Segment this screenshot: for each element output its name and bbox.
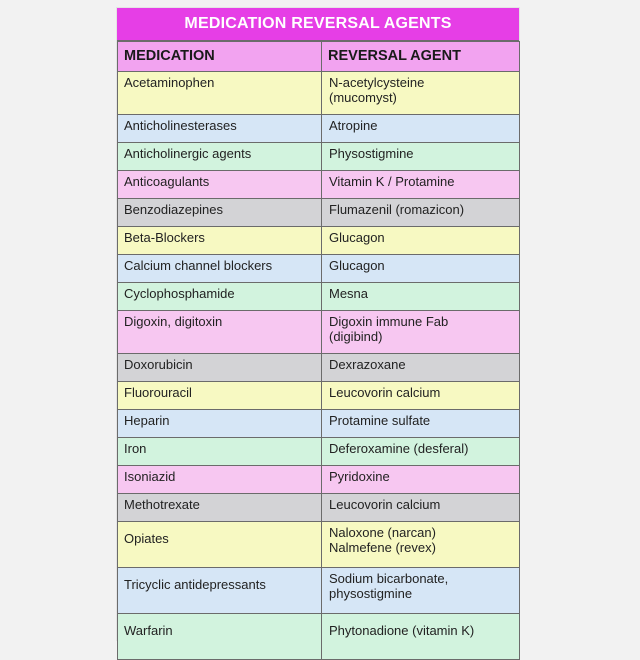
medication-cell: Anticholinesterases <box>118 115 322 143</box>
medication-cell: Tricyclic antidepressants <box>118 568 322 614</box>
reversal-line: Sodium bicarbonate, physostigmine <box>329 571 449 601</box>
medication-cell: Iron <box>118 438 322 466</box>
reversal-agent-cell: Deferoxamine (desferal) <box>322 438 520 466</box>
medication-cell: Cyclophosphamide <box>118 283 322 311</box>
reversal-agent-cell <box>322 311 520 354</box>
medication-cell: Acetaminophen <box>118 72 322 115</box>
reversal-agent-cell: Mesna <box>322 283 520 311</box>
reversal-agent-cell <box>322 522 520 568</box>
table-row <box>118 171 520 199</box>
reversal-agent-cell: Glucagon <box>322 227 520 255</box>
table-row <box>118 199 520 227</box>
reversal-agent-cell: Dexrazoxane <box>322 354 520 382</box>
reversal-agent-cell: Glucagon <box>322 255 520 283</box>
table-row <box>118 227 520 255</box>
table-row <box>118 143 520 171</box>
header-medication: MEDICATION <box>118 42 322 72</box>
table-row <box>118 311 520 354</box>
reversal-agent-cell: Phytonadione (vitamin K) <box>322 614 520 660</box>
table-row <box>118 72 520 115</box>
table-row <box>118 494 520 522</box>
table-row <box>118 115 520 143</box>
medication-cell: Benzodiazepines <box>118 199 322 227</box>
medication-cell: Methotrexate <box>118 494 322 522</box>
table-row <box>118 568 520 614</box>
medication-cell: Doxorubicin <box>118 354 322 382</box>
table-row <box>118 438 520 466</box>
medication-cell: Heparin <box>118 410 322 438</box>
reversal-line: Naloxone (narcan) Nalmefene (revex) <box>329 525 436 555</box>
medication-cell: Warfarin <box>118 614 322 660</box>
table-row <box>118 283 520 311</box>
medication-cell: Isoniazid <box>118 466 322 494</box>
reversal-agent-cell: Atropine <box>322 115 520 143</box>
medication-cell: Fluorouracil <box>118 382 322 410</box>
table-title: MEDICATION REVERSAL AGENTS <box>117 8 519 41</box>
table-row <box>118 614 520 660</box>
reversal-agent-cell: Leucovorin calcium <box>322 494 520 522</box>
table-row <box>118 255 520 283</box>
table-row <box>118 522 520 568</box>
medication-cell: Opiates <box>118 522 322 568</box>
medication-cell: Digoxin, digitoxin <box>118 311 322 354</box>
header-row <box>118 42 520 72</box>
header-reversal-agent: REVERSAL AGENT <box>322 42 520 72</box>
reversal-agents-card <box>117 8 519 640</box>
table-row <box>118 466 520 494</box>
medication-cell: Anticholinergic agents <box>118 143 322 171</box>
table-row <box>118 354 520 382</box>
reversal-agent-cell: Pyridoxine <box>322 466 520 494</box>
medication-cell: Calcium channel blockers <box>118 255 322 283</box>
reversal-agents-table <box>117 41 520 660</box>
reversal-agent-cell: Protamine sulfate <box>322 410 520 438</box>
reversal-line: Digoxin immune Fab (digibind) <box>329 314 449 344</box>
reversal-agent-cell <box>322 72 520 115</box>
reversal-agent-cell: Vitamin K / Protamine <box>322 171 520 199</box>
medication-cell: Anticoagulants <box>118 171 322 199</box>
reversal-agent-cell: Physostigmine <box>322 143 520 171</box>
reversal-agent-cell <box>322 568 520 614</box>
table-row <box>118 410 520 438</box>
reversal-line: N-acetylcysteine (mucomyst) <box>329 75 425 105</box>
reversal-agent-cell: Leucovorin calcium <box>322 382 520 410</box>
table-row <box>118 382 520 410</box>
reversal-agent-cell: Flumazenil (romazicon) <box>322 199 520 227</box>
medication-cell: Beta-Blockers <box>118 227 322 255</box>
